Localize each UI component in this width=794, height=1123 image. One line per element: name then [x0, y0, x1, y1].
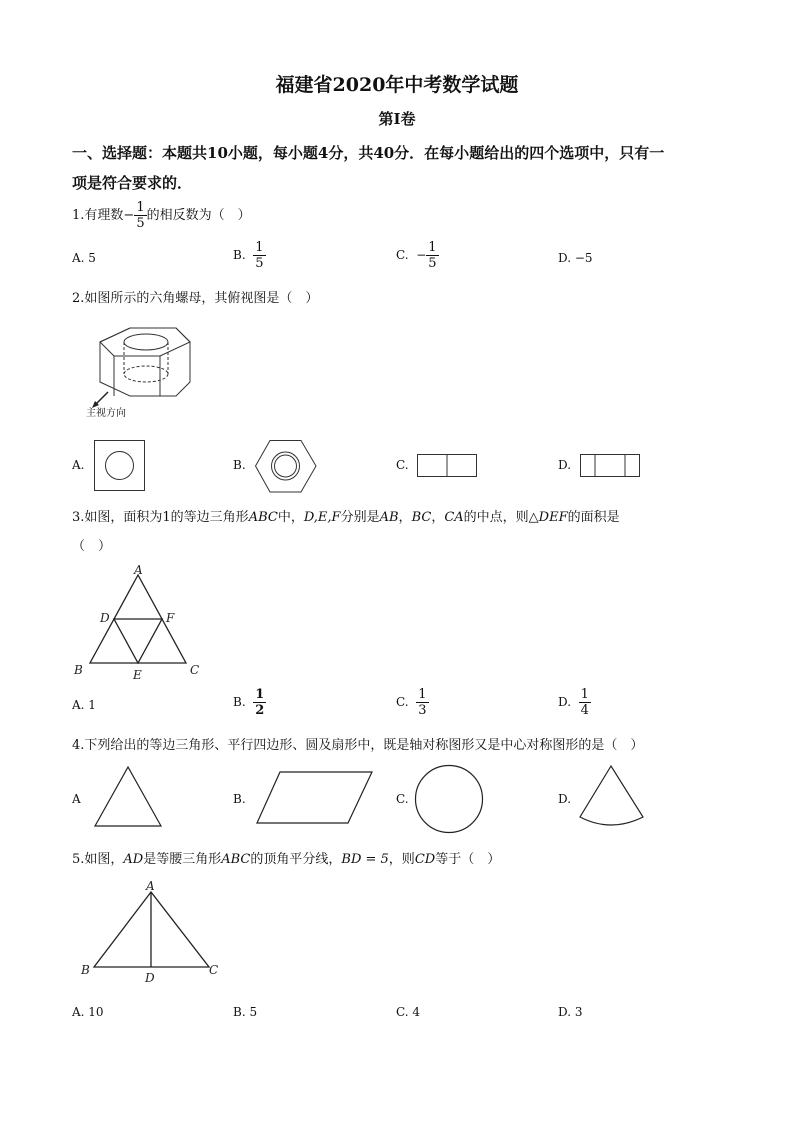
- q2-option-c-rectangle: [417, 454, 479, 478]
- label-C: C: [209, 963, 219, 977]
- q2-option-d-label: D.: [558, 458, 572, 472]
- label-D: D: [145, 971, 155, 985]
- q5-option-a: A. 10: [72, 1005, 104, 1019]
- q2-option-a-square-circle: [94, 440, 146, 492]
- q2-option-d-rectangle: [580, 454, 642, 478]
- label-A: A: [134, 563, 143, 577]
- question-3-line1: 3.如图，面积为1的等边三角形ABC中，D,E,F分别是AB，BC，CA的中点，则△DEF的面积是: [72, 510, 620, 525]
- q3-option-a: A. 1: [72, 698, 96, 712]
- q1-option-b: B. $\frac{1}{5}$: [233, 240, 264, 271]
- q1-fraction: $\frac{1}{5}$: [136, 200, 145, 231]
- q4-option-a-triangle: [94, 766, 164, 828]
- q3-triangle-figure: [70, 562, 210, 682]
- q4-option-c-circle: [414, 764, 486, 836]
- label-D: D: [100, 611, 110, 625]
- page-title: 福建省2020年中考数学试题: [275, 74, 519, 96]
- q4-option-d-sector: [578, 765, 646, 831]
- label-B: B: [74, 663, 83, 677]
- question-5: 5.如图，AD是等腰三角形ABC的顶角平分线，BD = 5，则CD等于（ ）: [72, 852, 501, 867]
- q4-option-c-label: C.: [396, 792, 409, 806]
- q2-option-c-label: C.: [396, 458, 409, 472]
- q1-option-c: C. − $\frac{1}{5}$: [396, 240, 437, 271]
- label-E: E: [133, 668, 142, 682]
- q1-neg: −: [123, 208, 135, 223]
- label-B: B: [81, 963, 90, 977]
- paper-part-title: 第Ⅰ卷: [378, 110, 416, 128]
- q1-prefix: 1.有理数: [72, 208, 124, 223]
- q3-option-d: D. $\frac{1}{4}$: [558, 687, 589, 718]
- q4-option-a-label: A: [72, 792, 81, 806]
- q3-option-c: C. $\frac{1}{3}$: [396, 687, 427, 718]
- q2-option-a-label: A.: [72, 458, 85, 472]
- q3-option-b: B. $\frac{1}{2}$: [233, 687, 265, 718]
- label-A: A: [146, 879, 155, 893]
- figure-caption: 主视方向: [86, 408, 126, 419]
- question-4: 4.下列给出的等边三角形、平行四边形、圆及扇形中，既是轴对称图形又是中心对称图形的是（ ）: [72, 738, 644, 753]
- question-1: [72, 200, 251, 231]
- question-2: 2.如图所示的六角螺母，其俯视图是（ ）: [72, 291, 319, 306]
- q5-option-b: B. 5: [233, 1005, 258, 1019]
- question-3-line2: （ ）: [72, 539, 112, 554]
- q5-isosceles-triangle-figure: [78, 878, 224, 990]
- q2-option-b-hexagon-circle: [255, 440, 317, 494]
- q5-option-d: D. 3: [558, 1005, 583, 1019]
- q1-suffix: 的相反数为（ ）: [146, 208, 251, 223]
- label-C: C: [190, 663, 200, 677]
- section-heading-line2: 项是符合要求的．: [72, 174, 193, 192]
- q5-option-c: C. 4: [396, 1005, 421, 1019]
- q1-option-d: D. −5: [558, 251, 593, 265]
- q2-option-b-label: B.: [233, 458, 246, 472]
- section-heading-line1: 一、选择题：本题共10小题，每小题4分，共40分．在每小题给出的四个选项中，只有一: [72, 144, 665, 162]
- label-F: F: [166, 611, 175, 625]
- q4-option-b-label: B.: [233, 792, 246, 806]
- q4-option-d-label: D.: [558, 792, 572, 806]
- q1-option-a: A. 5: [72, 251, 96, 265]
- q4-option-b-parallelogram: [256, 771, 374, 825]
